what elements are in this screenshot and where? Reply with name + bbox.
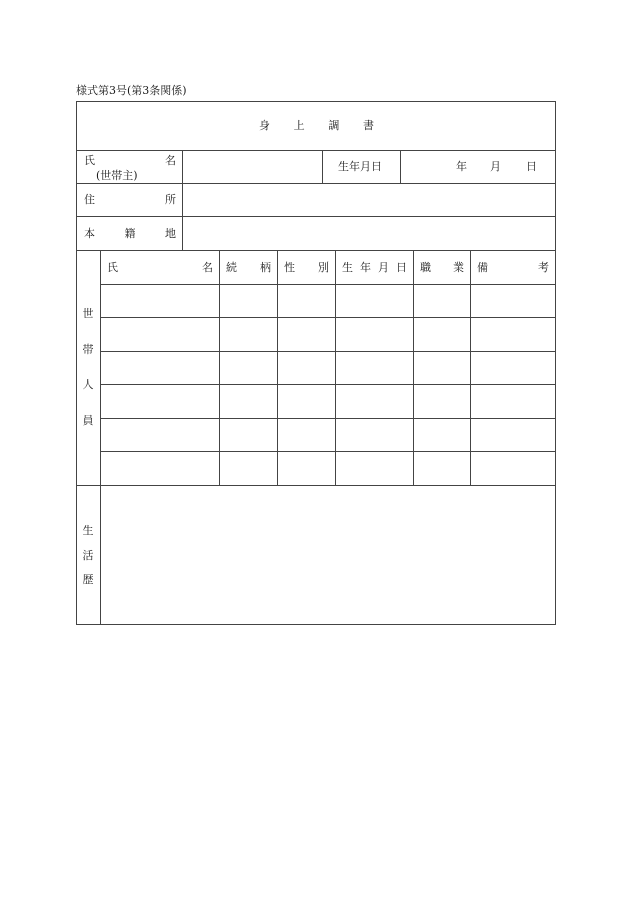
col-header-name: 氏 名 xyxy=(107,261,213,274)
member-sex-cell[interactable] xyxy=(278,318,336,351)
member-sex-cell[interactable] xyxy=(278,352,336,384)
member-sex-cell[interactable] xyxy=(278,452,336,484)
member-remarks-cell[interactable] xyxy=(471,385,555,418)
form-number-label: 様式第3号(第3条関係) xyxy=(76,84,187,97)
member-name-cell[interactable] xyxy=(101,285,220,317)
birth-year-label: 年 xyxy=(456,160,467,173)
member-name-cell[interactable] xyxy=(101,452,220,484)
member-birth-date-cell[interactable] xyxy=(336,352,414,384)
birth-day-label: 日 xyxy=(526,160,537,173)
member-relationship-cell[interactable] xyxy=(220,352,278,384)
col-header-occupation: 職 業 xyxy=(420,261,464,274)
address-field[interactable] xyxy=(183,184,555,216)
member-name-cell[interactable] xyxy=(101,352,220,384)
member-remarks-cell[interactable] xyxy=(471,285,555,317)
life-history-label: 生 活 歴 xyxy=(82,524,94,586)
member-birth-date-cell[interactable] xyxy=(336,385,414,418)
form-title: 身 上 調 書 xyxy=(259,119,374,132)
life-history-field[interactable] xyxy=(101,486,555,624)
member-sex-cell[interactable] xyxy=(278,385,336,418)
member-relationship-cell[interactable] xyxy=(220,385,278,418)
member-relationship-cell[interactable] xyxy=(220,318,278,351)
col-header-sex: 性 別 xyxy=(284,261,329,274)
member-birth-date-cell[interactable] xyxy=(336,452,414,484)
member-remarks-cell[interactable] xyxy=(471,318,555,351)
birth-month-label: 月 xyxy=(490,160,501,173)
member-birth-date-cell[interactable] xyxy=(336,285,414,317)
member-occupation-cell[interactable] xyxy=(414,385,471,418)
household-members-label: 世 帯 人 員 xyxy=(82,307,94,427)
name-sub-label: (世帯主) xyxy=(96,169,138,182)
domicile-field[interactable] xyxy=(183,217,555,250)
member-name-cell[interactable] xyxy=(101,318,220,351)
col-header-birth-date: 生 年 月 日 xyxy=(342,261,407,274)
name-label: 氏 名 xyxy=(84,154,176,167)
member-remarks-cell[interactable] xyxy=(471,352,555,384)
address-label: 住 所 xyxy=(84,193,176,206)
domicile-label: 本 籍 地 xyxy=(84,227,176,240)
member-birth-date-cell[interactable] xyxy=(336,318,414,351)
head-of-household-name-field[interactable] xyxy=(183,151,322,183)
member-occupation-cell[interactable] xyxy=(414,419,471,451)
member-occupation-cell[interactable] xyxy=(414,352,471,384)
birth-date-label: 生年月日 xyxy=(338,160,382,173)
member-relationship-cell[interactable] xyxy=(220,285,278,317)
member-birth-date-cell[interactable] xyxy=(336,419,414,451)
member-relationship-cell[interactable] xyxy=(220,419,278,451)
member-remarks-cell[interactable] xyxy=(471,452,555,484)
member-name-cell[interactable] xyxy=(101,419,220,451)
member-relationship-cell[interactable] xyxy=(220,452,278,484)
member-occupation-cell[interactable] xyxy=(414,285,471,317)
col-header-remarks: 備 考 xyxy=(477,261,549,274)
col-header-relationship: 続 柄 xyxy=(226,261,271,274)
member-occupation-cell[interactable] xyxy=(414,318,471,351)
member-sex-cell[interactable] xyxy=(278,285,336,317)
member-remarks-cell[interactable] xyxy=(471,419,555,451)
member-name-cell[interactable] xyxy=(101,385,220,418)
member-occupation-cell[interactable] xyxy=(414,452,471,484)
member-sex-cell[interactable] xyxy=(278,419,336,451)
